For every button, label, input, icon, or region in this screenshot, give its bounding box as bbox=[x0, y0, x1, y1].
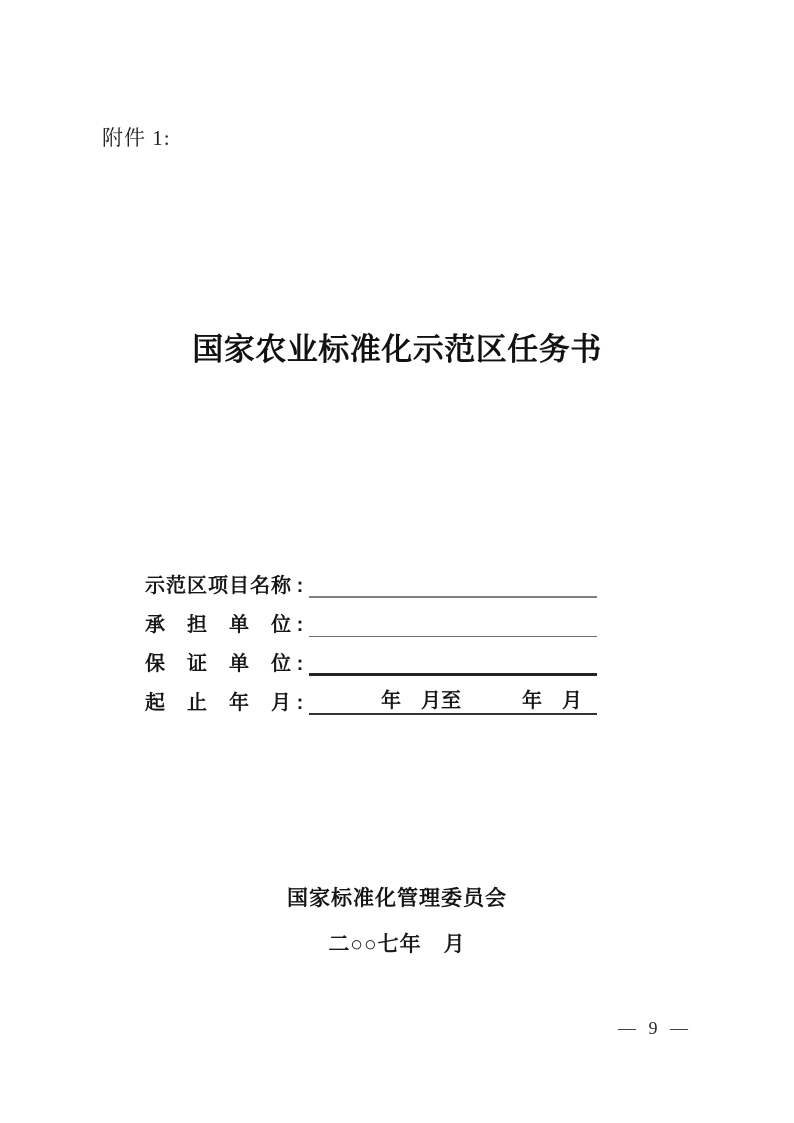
attachment-label: 附件 1: bbox=[102, 126, 171, 150]
date-range-start-text: 年 月至 bbox=[381, 690, 461, 712]
form-row-date-range bbox=[145, 676, 597, 715]
page-number: — 9 — bbox=[618, 1018, 688, 1038]
project-name-label: 示范区项目名称 bbox=[145, 575, 291, 597]
form-row-guarantee-unit bbox=[145, 637, 597, 676]
undertaking-unit-fill-line bbox=[309, 613, 597, 637]
issue-date: 二○○七年 月 bbox=[328, 933, 466, 956]
form-row-undertaking-unit bbox=[145, 598, 597, 637]
undertaking-unit-label: 承担单位 bbox=[145, 614, 291, 636]
document-title: 国家农业标准化示范区任务书 bbox=[192, 332, 602, 367]
date-range-end-text: 年 月 bbox=[522, 690, 582, 712]
issuing-organization: 国家标准化管理委员会 bbox=[287, 887, 507, 910]
guarantee-unit-fill-line bbox=[309, 650, 597, 676]
undertaking-unit-colon: : bbox=[296, 614, 304, 636]
date-range-label: 起止年月 bbox=[145, 692, 291, 714]
project-name-colon: : bbox=[296, 575, 304, 597]
form-row-project-name bbox=[145, 559, 597, 598]
guarantee-unit-label: 保证单位 bbox=[145, 653, 291, 675]
date-range-fill-line bbox=[309, 690, 597, 715]
project-name-fill-line bbox=[309, 573, 597, 598]
cover-form bbox=[145, 559, 597, 715]
date-range-colon: : bbox=[296, 692, 304, 714]
guarantee-unit-colon: : bbox=[296, 653, 304, 675]
